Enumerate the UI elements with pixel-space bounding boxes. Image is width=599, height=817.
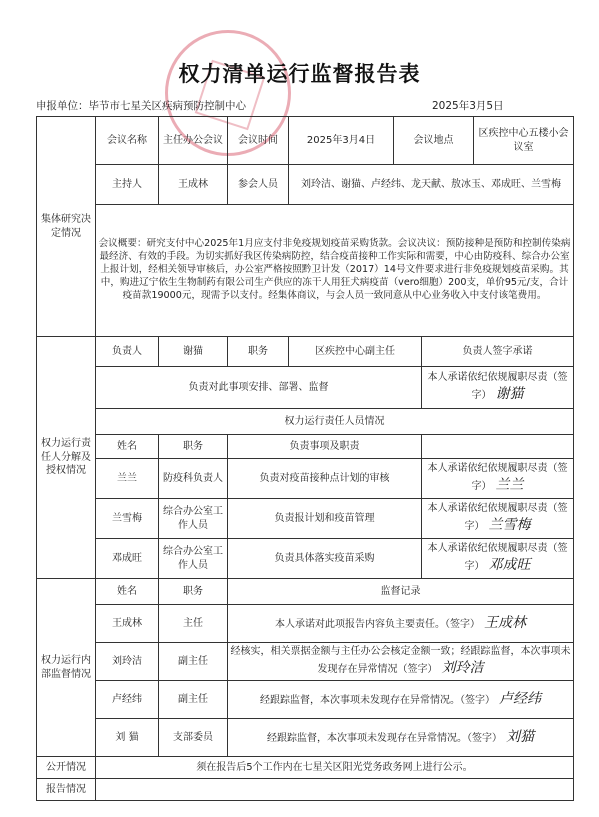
head-label: 负责人: [96, 337, 159, 367]
head-name: 谢猫: [159, 337, 228, 367]
staff-promise-cell: [422, 499, 574, 539]
meeting-name-label: 会议名称: [96, 117, 159, 165]
staff-post: 防疫科负责人: [159, 459, 228, 499]
meeting-attendee-value: 刘玲洁、谢猫、卢经纬、龙天献、敖冰玉、邓成旺、兰雪梅: [289, 165, 574, 205]
staff-promise: 本人承诺依纪依规履职尽责（签字）: [427, 503, 568, 532]
supervisor-post: 主任: [159, 605, 228, 643]
filing-text: [96, 779, 574, 801]
report-date: 2025年3月5日: [432, 100, 504, 112]
supervision-header-record: 监督记录: [228, 579, 574, 605]
supervision-record: 经跟踪监督，本次事项未发现存在异常情况。（签字）: [267, 733, 502, 745]
staff-post: 综合办公室工作人员: [159, 499, 228, 539]
meeting-time-label: 会议时间: [228, 117, 289, 165]
supervisor-signature: 王成林: [484, 615, 526, 632]
supervisor-name: 卢经纬: [96, 681, 159, 719]
responsibility-section-label: 权力运行责任人分解及授权情况: [37, 337, 96, 579]
publicity-text: 须在报告后5个工作内在七星关区阳光党务政务网上进行公示。: [96, 757, 574, 779]
meeting-host-value: 王成林: [159, 165, 228, 205]
supervision-header-name: 姓名: [96, 579, 159, 605]
supervisor-name: 刘 猫: [96, 719, 159, 757]
head-promise: 本人承诺依纪依规履职尽责（签字）: [427, 372, 568, 401]
staff-header-post: 职务: [159, 435, 228, 459]
staff-header-duty: 负责事项及职责: [228, 435, 422, 459]
head-post-label: 职务: [228, 337, 289, 367]
meeting-attendee-label: 参会人员: [228, 165, 289, 205]
meeting-host-label: 主持人: [96, 165, 159, 205]
supervisor-post: 副主任: [159, 643, 228, 681]
meeting-summary: 会议概要：研究支付中心2025年1月应支付非免疫规划疫苗采购货款。会议决议：预防接种是预防和控制传染病最经济、有效的手段。为切实抓好我区传染病防控，结合疫苗接种工作实际和需要，中心由防疫科、综合办公室上报计划，经相关领导审核后，办公室严格按照黔卫计发（2017）14号文件要求进行非免疫规划疫苗采购。其中，购进辽宁依生生物制药有限公司生产供应的冻干人用狂犬病疫苗（vero细胞）200支，单价95元/支，合计疫苗款19000元，现需予以支付。经集体商议，与会人员一致同意从中心业务收入中支付该笔费用。: [96, 205, 574, 337]
staff-promise-cell: [422, 459, 574, 499]
meeting-time-value: 2025年3月4日: [289, 117, 394, 165]
staff-promise-cell: [422, 539, 574, 579]
head-duty-text: 负责对此事项安排、部署、监督: [96, 367, 422, 409]
head-promise-cell: [422, 367, 574, 409]
staff-post: 综合办公室工作人员: [159, 539, 228, 579]
meeting-place-value: 区疾控中心五楼小会议室: [474, 117, 574, 165]
head-sign-label: 负责人签字承诺: [422, 337, 574, 367]
staff-header-sign: [422, 435, 574, 459]
staff-header-name: 姓名: [96, 435, 159, 459]
supervisor-post: 副主任: [159, 681, 228, 719]
supervisor-name: 王成林: [96, 605, 159, 643]
supervision-record-cell: [228, 605, 574, 643]
publicity-label: 公开情况: [37, 757, 96, 779]
supervision-record: 本人承诺对此项报告内容负主要责任。（签字）: [275, 619, 480, 631]
staff-signature: 邓成旺: [488, 556, 531, 573]
report-table: [36, 116, 574, 801]
staff-signature: 兰雪梅: [488, 516, 531, 533]
supervision-record-cell: [228, 681, 574, 719]
staff-promise: 本人承诺依纪依规履职尽责（签字）: [427, 543, 568, 572]
supervision-record-cell: [228, 719, 574, 757]
staff-name: 邓成旺: [96, 539, 159, 579]
supervisor-name: 刘玲洁: [96, 643, 159, 681]
supervision-record-cell: [228, 643, 574, 681]
supervisor-signature: 刘玲洁: [441, 659, 484, 676]
supervision-section-label: 权力运行内部监督情况: [37, 579, 96, 757]
page-title: 权力清单运行监督报告表: [178, 62, 421, 86]
supervisor-post: 支部委员: [159, 719, 228, 757]
meeting-place-label: 会议地点: [394, 117, 474, 165]
supervision-header-post: 职务: [159, 579, 228, 605]
staff-duty: 负责对疫苗接种点计划的审核: [228, 459, 422, 499]
supervisor-signature: 刘猫: [506, 729, 534, 746]
filing-label: 报告情况: [37, 779, 96, 801]
staff-signature: 兰兰: [495, 476, 524, 493]
supervision-record: 经核实，相关票据金额与主任办公会核定金额一致；经跟踪监督，本次事项未发现存在异常情况（签字）: [230, 646, 571, 675]
head-signature: 谢猫: [495, 385, 524, 402]
staff-name: 兰兰: [96, 459, 159, 499]
meeting-section-label: 集体研究决定情况: [37, 117, 96, 337]
staff-promise: 本人承诺依纪依规履职尽责（签字）: [427, 463, 568, 492]
staff-title: 权力运行责任人员情况: [96, 409, 574, 435]
head-post-value: 区疾控中心副主任: [289, 337, 422, 367]
staff-name: 兰雪梅: [96, 499, 159, 539]
reporting-unit: 申报单位：毕节市七星关区疾病预防控制中心: [36, 100, 246, 112]
supervision-record: 经跟踪监督，本次事项未发现存在异常情况。（签字）: [260, 695, 495, 707]
supervisor-signature: 卢经纬: [499, 691, 541, 708]
staff-duty: 负责报计划和疫苗管理: [228, 499, 422, 539]
staff-duty: 负责具体落实疫苗采购: [228, 539, 422, 579]
meeting-name-value: 主任办公会议: [159, 117, 228, 165]
